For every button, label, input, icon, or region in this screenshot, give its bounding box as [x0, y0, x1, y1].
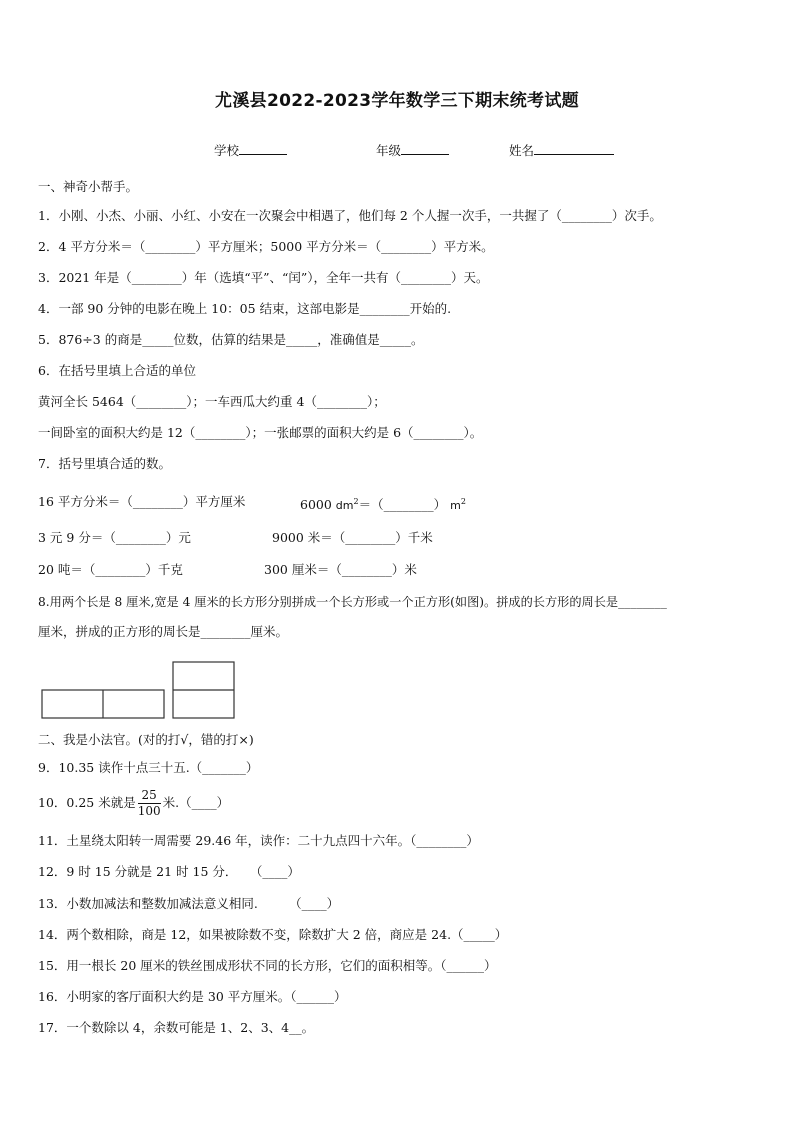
question-7-a: 16 平方分米＝（________）平方厘米 [38, 494, 246, 509]
school-label: 学校 [214, 143, 240, 158]
question-6-line-b: 一间卧室的面积大约是 12（________）；一张邮票的面积大约是 6（________）。 [38, 425, 483, 440]
q10-suffix: 米.（____） [162, 795, 230, 810]
q7b-value: 6000 [300, 497, 332, 513]
question-10 [38, 788, 229, 819]
q7b-blank: ＝（________） [358, 497, 447, 513]
name-label: 姓名 [509, 143, 535, 158]
q7b-exp-1: 2 [353, 497, 359, 506]
q10-denominator: 100 [137, 804, 161, 818]
name-field[interactable] [509, 141, 614, 159]
question-16: 16．小明家的客厅面积大约是 30 平方厘米。（______） [38, 989, 347, 1004]
question-7-c: 3 元 9 分＝（________）元 [38, 530, 191, 545]
name-blank[interactable] [534, 141, 614, 155]
grade-blank[interactable] [401, 141, 449, 155]
question-11: 11．土星绕太阳转一周需要 29.46 年，读作：二十九点四十六年。（________） [38, 833, 479, 848]
q10-numerator: 25 [138, 788, 161, 804]
question-13: 13．小数加减法和整数加减法意义相同. （____） [38, 896, 340, 911]
question-5: 5．876÷3 的商是_____位数，估算的结果是_____，准确值是_____。 [38, 332, 424, 347]
school-blank[interactable] [239, 141, 287, 155]
question-6: 6．在括号里填上合适的单位 [38, 363, 196, 378]
grade-label: 年级 [376, 143, 402, 158]
grade-field[interactable] [376, 141, 449, 159]
school-field[interactable] [214, 141, 287, 159]
question-9: 9．10.35 读作十点三十五.（_______） [38, 760, 259, 775]
question-2: 2．4 平方分米＝（________）平方厘米；5000 平方分米＝（________）平方米。 [38, 239, 494, 254]
q7b-unit-dm: dm [335, 499, 354, 513]
q7b-exp-2: 2 [460, 497, 466, 506]
question-3: 3．2021 年是（________）年（选填“平”、“闰”），全年一共有（________）天。 [38, 270, 489, 285]
question-15: 15．用一根长 20 厘米的铁丝围成形状不同的长方形，它们的面积相等。（______） [38, 958, 497, 973]
question-7: 7．括号里填合适的数。 [38, 456, 171, 471]
q10-prefix: 10．0.25 米就是 [38, 795, 136, 810]
q7b-unit-m: m [450, 499, 461, 513]
question-7-e: 20 吨＝（________）千克 [38, 562, 183, 577]
question-12: 12．9 时 15 分就是 21 时 15 分． （____） [38, 864, 300, 879]
question-17: 17．一个数除以 4，余数可能是 1、2、3、4__。 [38, 1020, 315, 1035]
question-14: 14．两个数相除，商是 12，如果被除数不变，除数扩大 2 倍，商应是 24.（_____） [38, 927, 508, 942]
question-7-b [300, 493, 466, 515]
q10-fraction [138, 788, 161, 819]
question-4: 4．一部 90 分钟的电影在晚上 10：05 结束，这部电影是________开始的. [38, 301, 452, 316]
question-7-d: 9000 米＝（________）千米 [272, 530, 433, 545]
exam-title: 尤溪县2022-2023学年数学三下期末统考试题 [215, 91, 579, 111]
question-7-f: 300 厘米＝（________）米 [264, 562, 417, 577]
question-8-line-b: 厘米，拼成的正方形的周长是________厘米。 [38, 624, 289, 639]
question-1: 1．小刚、小杰、小丽、小红、小安在一次聚会中相遇了，他们每 2 个人握一次手，一共握了（________）次手。 [38, 208, 662, 223]
question-8-line-a: 8.用两个长是 8 厘米,宽是 4 厘米的长方形分别拼成一个长方形或一个正方形(如图)。拼成的长方形的周长是________ [38, 595, 667, 609]
section-2-heading: 二、我是小法官。(对的打√，错的打×) [38, 732, 254, 747]
rectangles-figure [38, 658, 238, 720]
question-6-line-a: 黄河全长 5464（________）；一车西瓜大约重 4（________）； [38, 394, 386, 409]
section-1-heading: 一、神奇小帮手。 [38, 179, 139, 194]
student-info-row [0, 141, 794, 161]
